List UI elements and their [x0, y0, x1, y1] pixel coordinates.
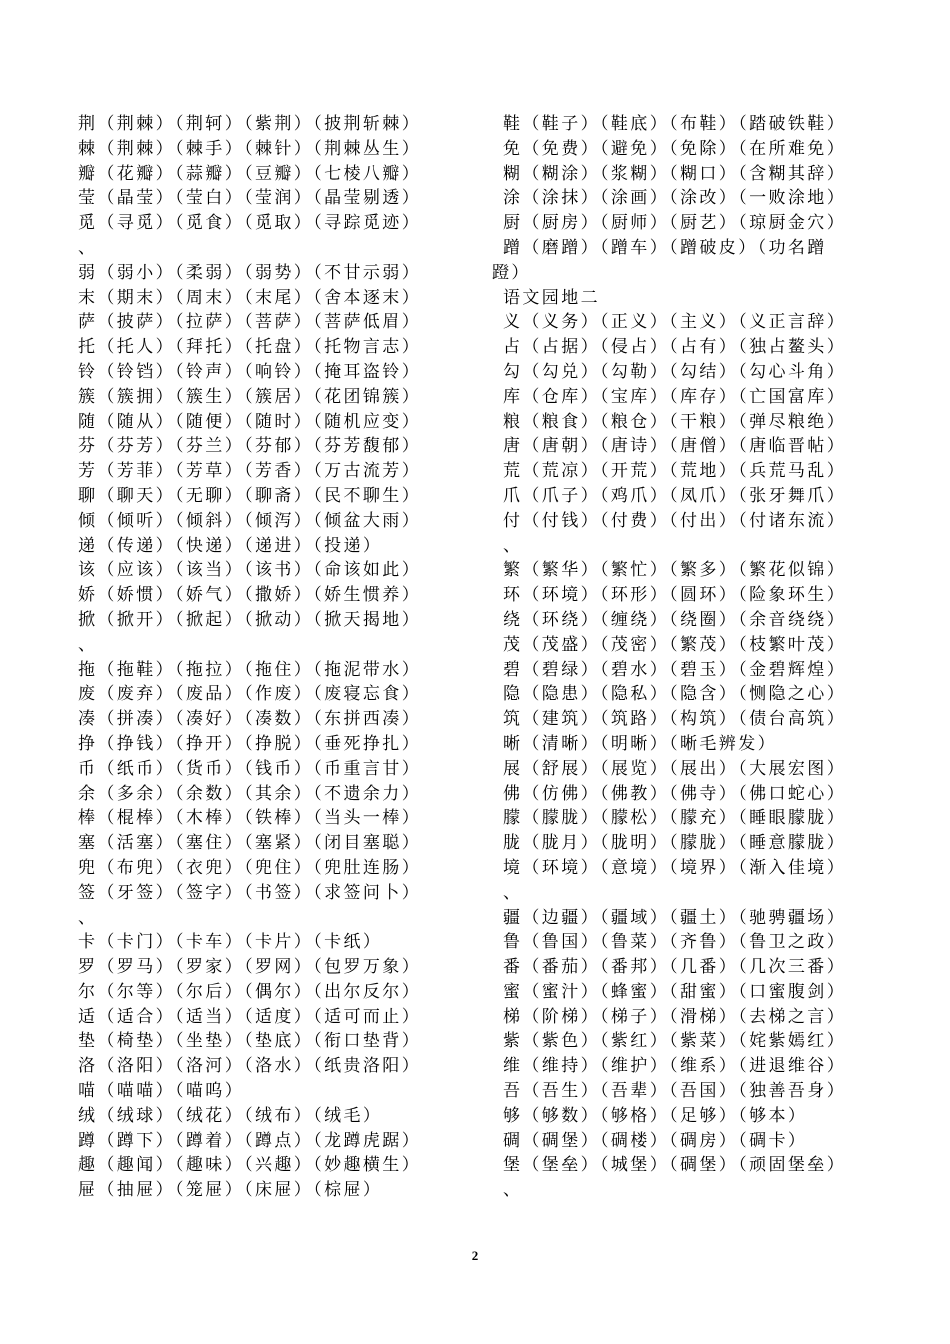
- word-line: 棒（棍棒）（木棒）（铁棒）（当头一棒）: [78, 808, 422, 829]
- word-line: 挣（挣钱）（挣开）（挣脱）（垂死挣扎）: [78, 733, 422, 754]
- word-line: 鞋（鞋子）（鞋底）（布鞋）（踏破铁鞋）: [503, 114, 847, 134]
- word-line: 拖（拖鞋）（拖拉）（拖住）（拖泥带水）: [78, 659, 422, 680]
- word-line: 境（环境）（意境）（境界）（渐入佳境）: [503, 857, 847, 878]
- word-line: 厨（厨房）（厨师）（厨艺）（琼厨金穴）: [503, 213, 847, 234]
- word-line: 罗（罗马）（罗家）（罗网）（包罗万象）: [78, 957, 422, 978]
- word-line: 倾（倾听）（倾斜）（倾泻）（倾盆大雨）: [78, 510, 422, 531]
- word-line: 递（传递）（快递）（递进）（投递）: [78, 535, 383, 556]
- word-line: 卡（卡门）（卡车）（卡片）（卡纸）: [78, 932, 383, 953]
- word-line: 疆（边疆）（疆域）（疆土）（驰骋疆场）: [503, 907, 847, 928]
- word-line: 唐（唐朝）（唐诗）（唐僧）（唐临晋帖）: [503, 436, 847, 457]
- word-line: 废（废弃）（废品）（作废）（废寝忘食）: [78, 684, 422, 705]
- word-line: 绕（环绕）（缠绕）（绕圈）（余音绕绕）: [503, 609, 847, 630]
- word-line: 芬（芬芳）（芬兰）（芬郁）（芬芳馥郁）: [78, 436, 422, 457]
- word-line: 勾（勾兑）（勾勒）（勾结）（勾心斗角）: [503, 361, 847, 382]
- word-line: 随（随从）（随便）（随时）（随机应变）: [78, 411, 422, 432]
- word-line: 觅（寻觅）（觅食）（觅取）（寻踪觅迹）: [78, 213, 422, 234]
- page-number: 2: [471, 1248, 479, 1263]
- word-line: 蹲（蹲下）（蹲着）（蹲点）（龙蹲虎踞）: [78, 1130, 422, 1151]
- word-line: 芳（芳菲）（芳草）（芳香）（万古流芳）: [78, 461, 422, 482]
- word-line: 蹭（磨蹭）（蹭车）（蹭破皮）（功名蹭: [503, 237, 827, 258]
- word-line: 萨（披萨）（拉萨）（菩萨）（菩萨低眉）: [78, 312, 422, 333]
- word-line: 凑（拼凑）（凑好）（凑数）（东拼西凑）: [78, 709, 422, 730]
- right-column: [492, 112, 900, 1203]
- word-line: 展（舒展）（展览）（展出）（大展宏图）: [503, 758, 847, 779]
- word-line: 环（环境）（环形）（圆环）（险象环生）: [503, 585, 847, 606]
- word-line: 堡（堡垒）（城堡）（碉堡）（顽固堡垒）: [503, 1155, 847, 1176]
- word-line: 、: [78, 634, 98, 655]
- word-line: 语文园地二: [503, 287, 600, 308]
- word-line: 免（免费）（避免）（免除）（在所难免）: [503, 138, 847, 159]
- word-line: 娇（娇惯）（娇气）（撒娇）（娇生惯养）: [78, 585, 422, 606]
- word-line: 签（牙签）（签字）（书签）（求签问卜）: [78, 882, 422, 903]
- word-line: 蜜（蜜汁）（蜂蜜）（甜蜜）（口蜜腹剑）: [503, 981, 847, 1002]
- word-line: 库（仓库）（宝库）（库存）（亡国富库）: [503, 386, 847, 407]
- word-line: 余（多余）（余数）（其余）（不遗余力）: [78, 783, 422, 804]
- word-line: 、: [78, 907, 98, 928]
- word-line: 喵（喵喵）（喵呜）: [78, 1081, 245, 1102]
- word-line: 托（托人）（拜托）（托盘）（托物言志）: [78, 337, 422, 358]
- word-line: 维（维持）（维护）（维系）（进退维谷）: [503, 1056, 847, 1077]
- word-line: 弱（弱小）（柔弱）（弱势）（不甘示弱）: [78, 262, 422, 283]
- word-line: 兜（布兜）（衣兜）（兜住）（兜肚连肠）: [78, 857, 422, 878]
- word-line: 碉（碉堡）（碉楼）（碉房）（碉卡）: [503, 1130, 808, 1151]
- word-line: 隐（隐患）（隐私）（隐含）（恻隐之心）: [503, 684, 847, 705]
- word-line: 吾（吾生）（吾辈）（吾国）（独善吾身）: [503, 1081, 847, 1102]
- word-line: 占（占据）（侵占）（占有）（独占鳌头）: [503, 337, 847, 358]
- word-line: 莹（晶莹）（莹白）（莹润）（晶莹剔透）: [78, 188, 422, 209]
- word-line: 棘（荆棘）（棘手）（棘针）（荆棘丛生）: [78, 138, 422, 159]
- word-line: 梯（阶梯）（梯子）（滑梯）（去梯之言）: [503, 1006, 847, 1027]
- word-line: 番（番茄）（番邦）（几番）（几次三番）: [503, 957, 847, 978]
- word-line: 筑（建筑）（筑路）（构筑）（债台高筑）: [503, 709, 847, 730]
- word-line: 付（付钱）（付费）（付出）（付诸东流）: [503, 510, 847, 531]
- word-line: 、: [503, 535, 523, 556]
- word-line: 尔（尔等）（尔后）（偶尔）（出尔反尔）: [78, 981, 422, 1002]
- word-line: 茂（茂盛）（茂密）（繁茂）（枝繁叶茂）: [503, 634, 847, 655]
- word-line: 蹬）: [492, 262, 531, 283]
- word-line: 、: [503, 1180, 523, 1201]
- word-line: 、: [503, 882, 523, 903]
- word-line: 塞（活塞）（塞住）（塞紧）（闭目塞聪）: [78, 833, 422, 854]
- word-line: 朦（朦胧）（朦松）（朦充）（睡眼朦胧）: [503, 808, 847, 829]
- word-line: 鲁（鲁国）（鲁菜）（齐鲁）（鲁卫之政）: [503, 932, 847, 953]
- word-line: 碧（碧绿）（碧水）（碧玉）（金碧辉煌）: [503, 659, 847, 680]
- word-line: 荆（荆棘）（荆轲）（紫荆）（披荆斩棘）: [78, 114, 422, 134]
- word-line: 爪（爪子）（鸡爪）（凤爪）（张牙舞爪）: [503, 485, 847, 506]
- word-line: 洛（洛阳）（洛河）（洛水）（纸贵洛阳）: [78, 1056, 422, 1077]
- word-line: 聊（聊天）（无聊）（聊斋）（民不聊生）: [78, 485, 422, 506]
- word-line: 币（纸币）（货币）（钱币）（币重言甘）: [78, 758, 422, 779]
- word-line: 该（应该）（该当）（该书）（命该如此）: [78, 560, 422, 581]
- word-line: 义（义务）（正义）（主义）（义正言辞）: [503, 312, 847, 333]
- word-line: 绒（绒球）（绒花）（绒布）（绒毛）: [78, 1105, 383, 1126]
- word-line: 胧（胧月）（胧明）（朦胧）（睡意朦胧）: [503, 833, 847, 854]
- word-line: 紫（紫色）（紫红）（紫菜）（姹紫嫣红）: [503, 1031, 847, 1052]
- word-line: 荒（荒凉）（开荒）（荒地）（兵荒马乱）: [503, 461, 847, 482]
- word-line: 够（够数）（够格）（足够）（够本）: [503, 1105, 808, 1126]
- word-line: 趣（趣闻）（趣味）（兴趣）（妙趣横生）: [78, 1155, 422, 1176]
- word-line: 适（适合）（适当）（适度）（适可而止）: [78, 1006, 422, 1027]
- word-line: 末（期末）（周末）（末尾）（舍本逐末）: [78, 287, 422, 308]
- word-line: 掀（掀开）（掀起）（掀动）（掀天揭地）: [78, 609, 422, 630]
- word-line: 屉（抽屉）（笼屉）（床屉）（棕屉）: [78, 1180, 383, 1201]
- left-column: [78, 112, 478, 1203]
- word-line: 涂（涂抹）（涂画）（涂改）（一败涂地）: [503, 188, 847, 209]
- word-line: 晰（清晰）（明晰）（晰毛辨发）: [503, 733, 777, 754]
- word-line: 、: [78, 237, 98, 258]
- word-line: 繁（繁华）（繁忙）（繁多）（繁花似锦）: [503, 560, 847, 581]
- word-line: 粮（粮食）（粮仓）（干粮）（弹尽粮绝）: [503, 411, 847, 432]
- word-line: 佛（仿佛）（佛教）（佛寺）（佛口蛇心）: [503, 783, 847, 804]
- word-line: 簇（簇拥）（簇生）（簇居）（花团锦簇）: [78, 386, 422, 407]
- word-line: 瓣（花瓣）（蒜瓣）（豆瓣）（七棱八瓣）: [78, 163, 422, 184]
- word-line: 糊（糊涂）（浆糊）（糊口）（含糊其辞）: [503, 163, 847, 184]
- word-line: 铃（铃铛）（铃声）（响铃）（掩耳盗铃）: [78, 361, 422, 382]
- word-line: 垫（椅垫）（坐垫）（垫底）（衔口垫背）: [78, 1031, 422, 1052]
